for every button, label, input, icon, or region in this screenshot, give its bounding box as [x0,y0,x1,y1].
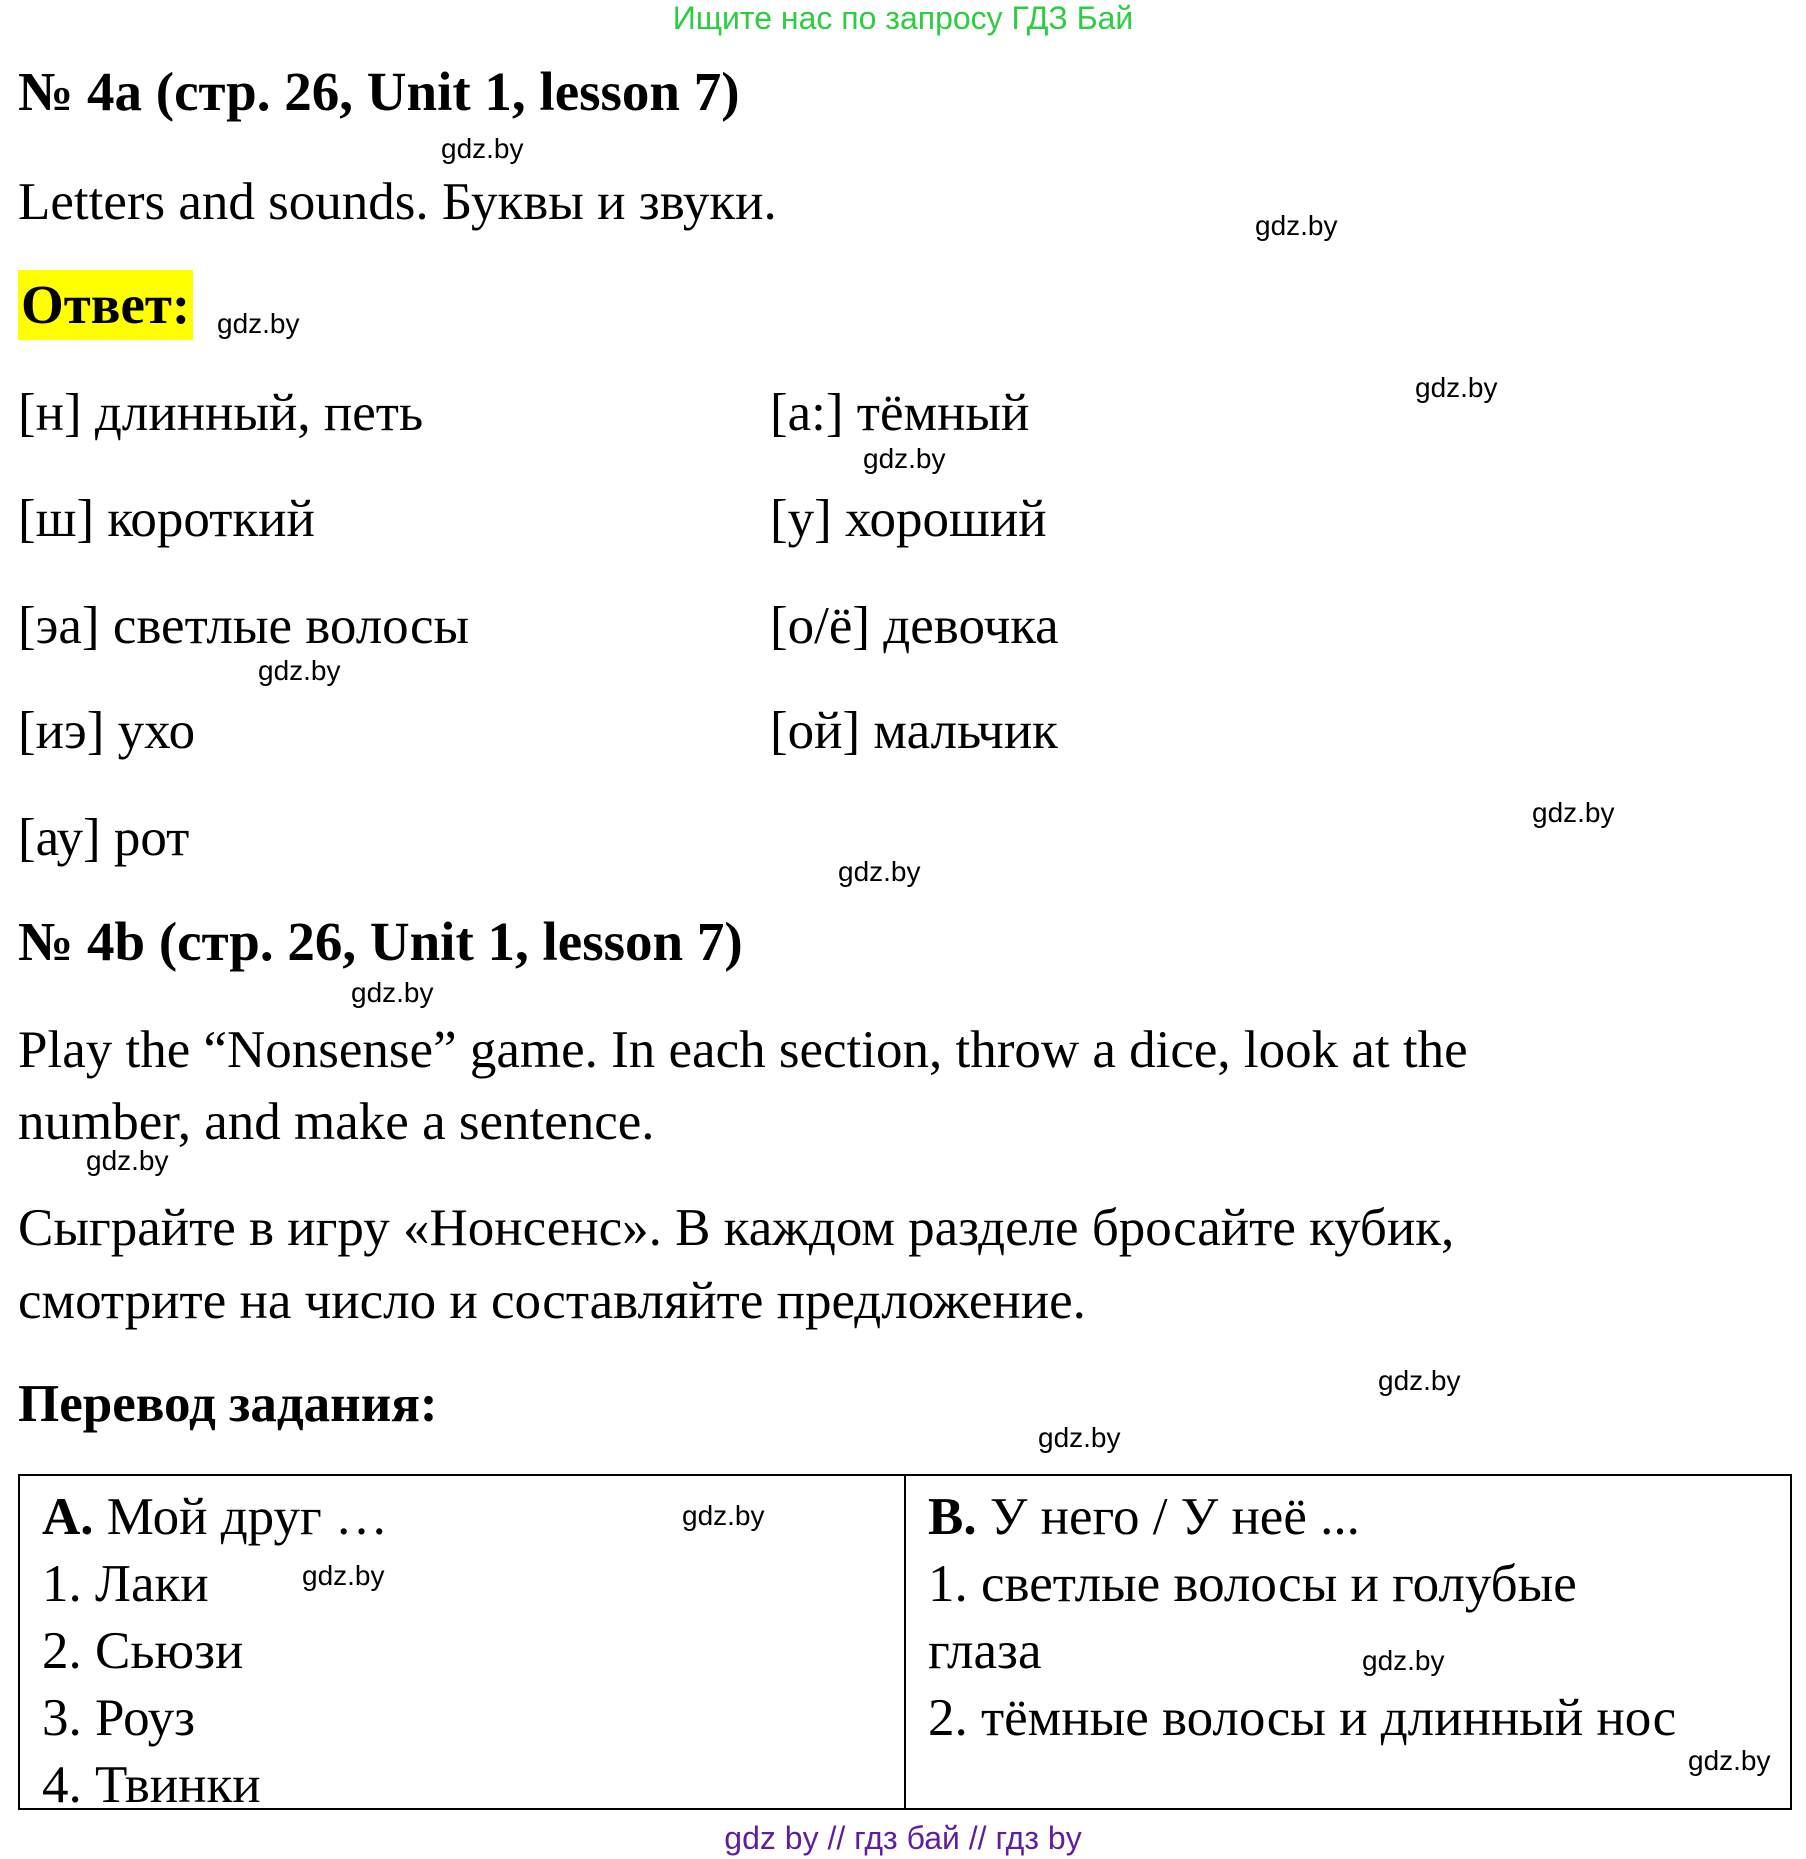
sound-item: [ау] рот [18,809,190,867]
sound-item: [у] хороший [770,490,1047,548]
watermark: gdz.by [1378,1365,1461,1396]
table-column-b [906,1476,1790,1808]
list-item: 2. Сьюзи [42,1622,244,1680]
sound-item: [ш] короткий [18,490,315,548]
task-4a-heading: № 4a (стр. 26, Unit 1, lesson 7) [18,61,740,122]
instruction-en-line: number, and make a sentence. [18,1093,655,1151]
sound-item: [эа] светлые волосы [18,597,470,655]
top-banner[interactable]: Ищите нас по запросу ГДЗ Бай [672,0,1134,36]
sound-item: [н] длинный, петь [18,384,424,442]
translation-label: Перевод задания: [18,1375,438,1433]
column-b-title-text: У него / У неё ... [989,1488,1360,1546]
instruction-ru-line: Сыграйте в игру «Нонсенс». В каждом разделе бросайте кубик, [18,1199,1455,1257]
table-column-a [20,1476,906,1814]
sound-item: [ой] мальчик [770,702,1058,760]
translation-table [18,1474,1792,1814]
instruction-en-line: Play the “Nonsense” game. In each section, throw a dice, look at the [18,1021,1468,1079]
column-b-letter: B. [928,1488,977,1546]
watermark: gdz.by [682,1500,765,1531]
list-item: 1. светлые волосы и голубые [928,1555,1577,1613]
column-b-title [928,1484,1768,1551]
watermark: gdz.by [838,856,921,887]
watermark: gdz.by [86,1145,169,1176]
sound-item: [иэ] ухо [18,702,196,760]
sound-item: [а:] тёмный [770,384,1030,442]
watermark: gdz.by [441,133,524,164]
watermark: gdz.by [1255,210,1338,241]
list-item: 4. Твинки [42,1756,261,1814]
watermark: gdz.by [1362,1645,1445,1676]
sound-item: [о/ё] девочка [770,597,1059,655]
watermark: gdz.by [217,308,300,339]
watermark: gdz.by [1038,1422,1121,1453]
task-4a-subtitle: Letters and sounds. Буквы и звуки. [18,173,777,231]
column-a-title-text: Мой друг … [106,1488,388,1546]
list-item: глаза [928,1622,1042,1680]
list-item: 3. Роуз [42,1689,196,1747]
watermark: gdz.by [863,443,946,474]
watermark: gdz.by [351,977,434,1008]
footer-links[interactable]: gdz by // гдз бай // гдз by [724,1820,1082,1856]
instruction-ru-line: смотрите на число и составляйте предложение. [18,1272,1086,1330]
watermark: gdz.by [258,655,341,686]
watermark: gdz.by [1532,797,1615,828]
column-a-letter: A. [42,1488,94,1546]
list-item: 2. тёмные волосы и длинный нос [928,1689,1677,1747]
watermark: gdz.by [302,1560,385,1591]
task-4b-heading: № 4b (стр. 26, Unit 1, lesson 7) [18,911,743,972]
watermark: gdz.by [1688,1745,1771,1776]
answer-label: Ответ: [18,270,193,340]
watermark: gdz.by [1415,372,1498,403]
list-item: 1. Лаки [42,1555,209,1613]
